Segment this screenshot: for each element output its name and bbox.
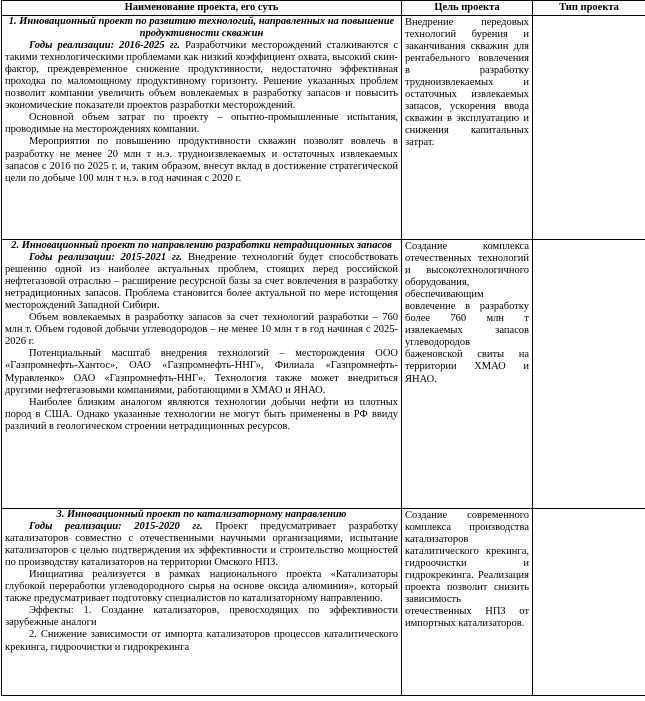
project-paragraph: Инициатива реализуется в рамках национального проекта «Катализаторы глубокой переработки углеводородного сырья на основе оксида алюминия», который также предусматривает подготовку специалистов по катализаторному направлению.: [5, 569, 398, 605]
project-title: 3. Инновационный проект по катализаторному направлению: [56, 509, 347, 520]
project-years: Годы реализации: 2016-2025 гг.: [29, 40, 180, 52]
projects-table: [1, 0, 645, 696]
project-paragraph: Потенциальный масштаб внедрения технологий – месторождения ООО «Газпромнефть-Хантос», ОАО «Газпромнефть-ННГ», Филиала «Газпромнефть-Муравленко» ОАО «Газпромнефть-ННГ». Технология также может внедриться другими нефтегазовыми компаниями, работающими в ХМАО и ЯНАО.: [5, 348, 398, 396]
header-project-goal: Цель проекта: [402, 1, 533, 16]
project-goal: Создание современного комплекса производства катализаторов каталитического крекинга, гидроочистки и гидрокрекинга. Реализация проекта позволит снизить зависимость отечественных НПЗ от импортных катализаторов.: [405, 510, 529, 630]
project-description-cell: [2, 509, 402, 696]
project-years-text: Внедрение технологий будет способствовать решению одной из наиболее актуальных проблем, стоящих перед российской нефтегазовой отраслью – расширение ресурсной базы за счет вовлечения в разработку нетрадиционных запасов. Проблема становится более актуальной по мере истощения месторождений Западной Сибири.: [5, 252, 398, 312]
project-years-text: Разработчики месторождений сталкиваются с такими технологическими проблемами как низкий коэффициент охвата, высокий скин-фактор, преждевременное снижение продуктивности, недостаточно эффективная проходка по маломощному продуктивному горизонту. Решение указанных проблем позволит компании увеличить объем вовлекаемых в разработку запасов и повысить экономические показатели проектов разработки месторождений.: [5, 40, 398, 112]
project-type-cell: [533, 16, 645, 240]
project-goal-cell: [402, 509, 533, 696]
table-header-row: [2, 1, 645, 16]
table-row: [2, 509, 645, 696]
header-project-name: Наименование проекта, его суть: [2, 1, 402, 16]
project-goal: Внедрение передовых технологий бурения и заканчивания скважин для рентабельного вовлечения в разработку трудноизвлекаемых и остаточных извлекаемых запасов, ускорения ввода скважин в эксплуатацию и снижения капитальных затрат.: [405, 17, 529, 149]
project-description-cell: [2, 16, 402, 240]
project-type-cell: [533, 240, 645, 509]
project-years-text: Проект предусматривает разработку катализаторов совместно с отечественными научными организациями, испытание катализаторов с целью подтверждения их эффективности и строительство мощностей по производству катализаторов на территории Омского НПЗ.: [5, 521, 398, 569]
project-paragraph: 2. Снижение зависимости от импорта катализаторов процессов каталитического крекинга, гидроочистки и гидрокрекинга: [5, 629, 398, 653]
project-paragraph: Эффекты: 1. Создание катализаторов, превосходящих по эффективности зарубежные аналоги: [5, 605, 398, 629]
project-paragraph: Мероприятия по повышению продуктивности скважин позволят вовлечь в разработку не менее 20 млн т н.э. трудноизвлекаемых и остаточных извлекаемых запасов с 2016 по 2025 г. и, таким образом, внесут вклад в достижение стратегической цели по добыче 100 млн т н.э. в год начиная с 2020 г.: [5, 136, 398, 184]
project-years: Годы реализации: 2015-2020 гг.: [29, 521, 203, 533]
project-paragraph: Основной объем затрат по проекту – опытно-промышленные испытания, проводимые на месторождениях компании.: [5, 112, 398, 136]
header-project-type: Тип проекта: [533, 1, 645, 16]
project-paragraph: Объем вовлекаемых в разработку запасов за счет технологий разработки – 760 млн т. Объем годовой добычи углеводородов – не менее 10 млн т в год начиная с 2025-2026 г.: [5, 312, 398, 348]
project-paragraph: [5, 40, 398, 112]
project-paragraph: [5, 252, 398, 312]
project-type-cell: [533, 509, 645, 696]
project-title: 2. Инновационный проект по направлению разработки нетрадиционных запасов: [11, 240, 392, 251]
table-row: [2, 240, 645, 509]
table-row: [2, 16, 645, 240]
project-paragraph: Наиболее близким аналогом являются технологии добычи нефти из плотных пород в США. Однако указанные технологии не могут быть применены в РФ ввиду различий в геологическом строении нетрадиционных ресурсов.: [5, 396, 398, 432]
project-goal-cell: [402, 240, 533, 509]
project-goal: Создание комплекса отечественных технологий и высокотехнологичного оборудования, обеспечивающим вовлечение в разработку более 760 млн т извлекаемых запасов углеводородов баженовской свиты на территории ХМАО и ЯНАО.: [405, 241, 529, 385]
project-description-cell: [2, 240, 402, 509]
project-title: 1. Инновационный проект по развитию технологий, направленных на повышение продуктивности скважин: [8, 16, 395, 40]
project-paragraph: [5, 521, 398, 569]
project-goal-cell: [402, 16, 533, 240]
project-years: Годы реализации: 2015-2021 гг.: [29, 252, 183, 264]
